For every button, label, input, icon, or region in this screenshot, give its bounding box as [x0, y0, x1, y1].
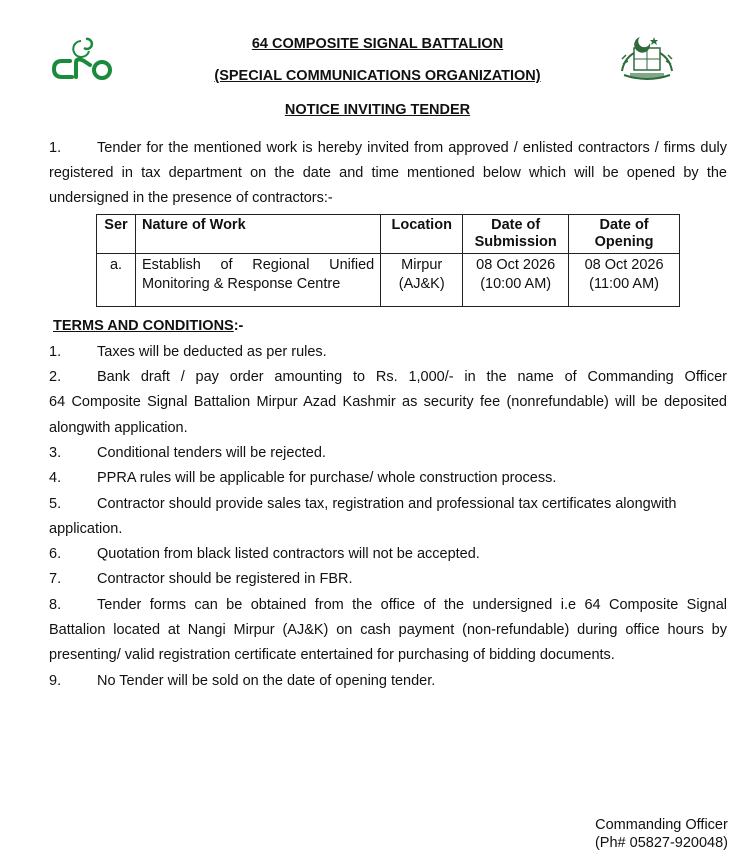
- header-submission-line1: Date of: [491, 217, 541, 233]
- term-line: Contractor should be registered in FBR.: [97, 571, 353, 587]
- organization-subtitle: (SPECIAL COMMUNICATIONS ORGANIZATION): [214, 68, 541, 84]
- term-line: alongwith application.: [49, 420, 188, 436]
- cell-opening-time: (11:00 AM): [589, 276, 659, 292]
- term-line: Contractor should provide sales tax, registration and professional tax certificates alongwith: [97, 496, 677, 512]
- signature-block: [595, 816, 728, 852]
- term-line: No Tender will be sold on the date of opening tender.: [97, 673, 436, 689]
- term-number: 9.: [49, 673, 62, 689]
- term-number: 5.: [49, 496, 62, 512]
- cell-location-line2: (AJ&K): [398, 276, 445, 292]
- cell-work: [135, 254, 380, 307]
- header-work: Nature of Work: [135, 215, 380, 254]
- cell-submission-time: (10:00 AM): [480, 276, 552, 292]
- cell-location-line1: Mirpur: [401, 257, 443, 273]
- term-line: PPRA rules will be applicable for purchase/ whole construction process.: [97, 470, 557, 486]
- cell-submission-date: 08 Oct 2026: [476, 257, 556, 273]
- header-opening-line1: Date of: [599, 217, 649, 233]
- terms-heading-text: TERMS AND CONDITIONS: [53, 318, 234, 334]
- cell-opening-date: 08 Oct 2026: [584, 257, 664, 273]
- term-number: 3.: [49, 445, 62, 461]
- term-line: Taxes will be deducted as per rules.: [97, 344, 327, 360]
- header-ser: Ser: [97, 215, 136, 254]
- term-number: 8.: [49, 597, 62, 613]
- signature-phone: (Ph# 05827-920048): [594, 835, 728, 851]
- term-line: Battalion located at Nangi Mirpur (AJ&K) on cash payment (non-refundable) during office hours by: [49, 622, 727, 638]
- term-line: Quotation from black listed contractors will not be accepted.: [97, 546, 480, 562]
- battalion-title: 64 COMPOSITE SIGNAL BATTALION: [251, 36, 504, 52]
- intro-line: registered in tax department on the date and time mentioned below which will be opened by the: [49, 165, 727, 181]
- notice-heading: NOTICE INVITING TENDER: [284, 102, 471, 118]
- term-number: 6.: [49, 546, 62, 562]
- cell-work-line1: Establish of Regional Unified: [141, 257, 375, 273]
- term-number: 7.: [49, 571, 62, 587]
- header-opening-line2: Opening: [594, 234, 654, 250]
- signature-title: Commanding Officer: [595, 817, 728, 833]
- term-line: 64 Composite Signal Battalion Mirpur Azad Kashmir as security fee (nonrefundable) will be deposited: [49, 394, 727, 410]
- header-location: Location: [381, 215, 463, 254]
- term-line: Tender forms can be obtained from the office of the undersigned i.e 64 Composite Signal: [97, 597, 727, 613]
- cell-location: [381, 254, 463, 307]
- term-number: 4.: [49, 470, 62, 486]
- intro-number: 1.: [49, 140, 62, 156]
- term-line: Bank draft / pay order amounting to Rs. 1,000/- in the name of Commanding Officer: [97, 369, 727, 385]
- term-line: presenting/ valid registration certificate entertained for purchasing of bidding documents.: [49, 647, 615, 663]
- header-submission-line2: Submission: [474, 234, 557, 250]
- table-row: [97, 254, 680, 307]
- term-line: Conditional tenders will be rejected.: [97, 445, 326, 461]
- intro-line: Tender for the mentioned work is hereby invited from approved / enlisted contractors / firms duly: [97, 140, 727, 156]
- table-header-row: [97, 215, 680, 254]
- terms-heading: [53, 318, 243, 334]
- header-submission: [463, 215, 569, 254]
- cell-submission: [463, 254, 569, 307]
- term-number: 1.: [49, 344, 62, 360]
- header-opening: [569, 215, 680, 254]
- intro-line: undersigned in the presence of contractors:-: [49, 190, 333, 206]
- cell-work-line2: Monitoring & Response Centre: [141, 276, 341, 292]
- term-number: 2.: [49, 369, 62, 385]
- term-line: application.: [49, 521, 123, 537]
- terms-heading-suffix: :-: [233, 318, 244, 334]
- cell-ser: a.: [97, 254, 136, 307]
- tender-table: [96, 214, 680, 307]
- cell-opening: [569, 254, 680, 307]
